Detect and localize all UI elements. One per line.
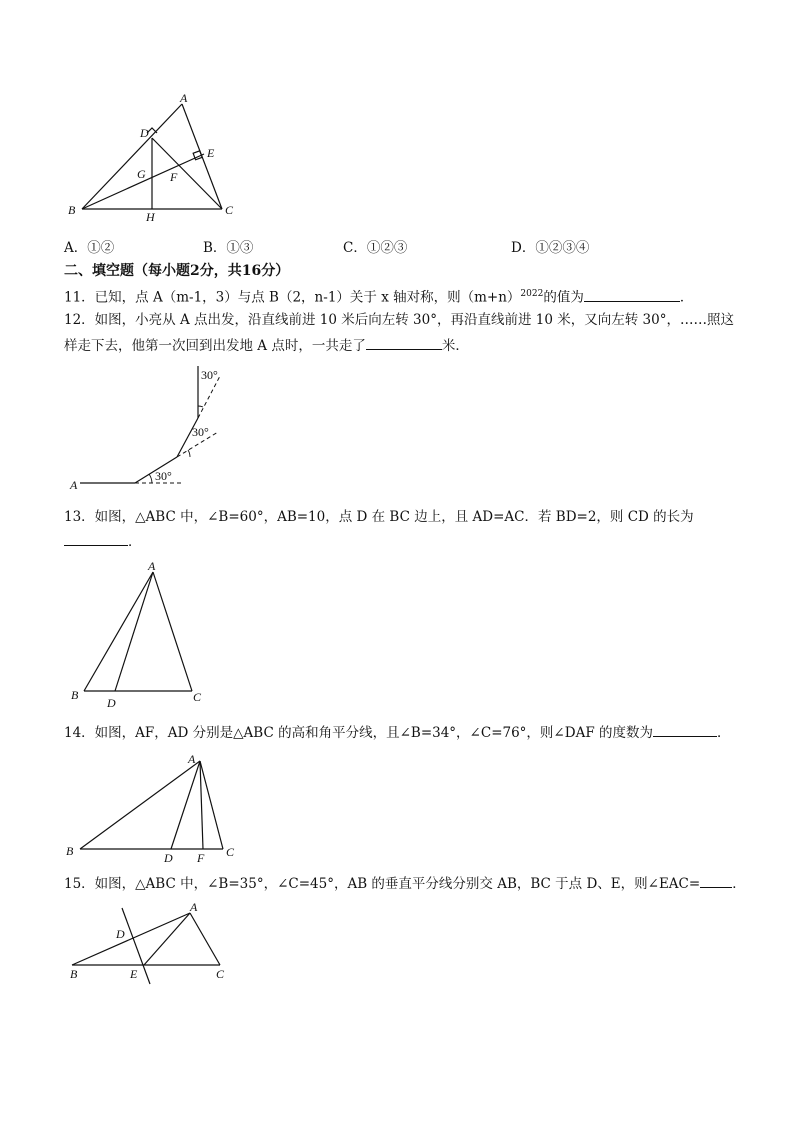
label-C: C xyxy=(225,203,234,217)
label-F: F xyxy=(170,170,178,184)
angle-label-3: 30° xyxy=(201,368,218,382)
label-F: F xyxy=(197,851,205,865)
figure-q13 xyxy=(60,558,220,713)
label-B: B xyxy=(71,688,79,702)
label-B: B xyxy=(70,967,78,981)
option-d: D．①②③④ xyxy=(511,240,590,256)
question-11: 11．已知，点 A（m-1，3）与点 B（2，n-1）关于 x 轴对称，则$(m+n)^{2022}$的值为 ． xyxy=(64,284,693,308)
option-c: C．①②③ xyxy=(343,240,408,256)
label-A: A xyxy=(190,900,198,914)
label-A: A xyxy=(180,91,188,105)
option-b: B．①③ xyxy=(203,240,254,256)
question-13-line2: ． xyxy=(64,531,142,552)
question-12-line2: 样走下去，他第一次回到出发地 A 点时，一共走了 米． xyxy=(64,335,469,356)
label-C: C xyxy=(216,967,225,981)
label-C: C xyxy=(193,690,202,704)
label-D: D xyxy=(140,126,149,140)
figure-q14 xyxy=(60,748,250,866)
label-A: A xyxy=(70,478,78,492)
label-E: E xyxy=(130,967,138,981)
label-B: B xyxy=(66,844,74,858)
label-B: B xyxy=(68,203,76,217)
label-G: G xyxy=(137,167,146,181)
figure-q10 xyxy=(60,90,250,225)
figure-q15 xyxy=(60,898,250,988)
question-13-line1: 13．如图，△ABC 中，∠B=60°，AB=10，点 D 在 BC 边上，且 AD=AC．若 BD=2，则 CD 的长为 xyxy=(64,509,694,525)
angle-label-1: 30° xyxy=(155,469,172,483)
label-E: E xyxy=(207,146,215,160)
figure-q12 xyxy=(60,360,260,495)
label-H: H xyxy=(146,210,155,224)
section-title: 二、填空题（每小题2分，共16分） xyxy=(64,263,290,279)
question-14: 14．如图，AF，AD 分别是△ABC 的高和角平分线，且∠B=34°，∠C=76°，则∠DAF 的度数为 ． xyxy=(64,722,730,743)
angle-label-2: 30° xyxy=(192,425,209,439)
label-A: A xyxy=(188,752,196,766)
label-C: C xyxy=(226,845,235,859)
label-D: D xyxy=(107,696,116,710)
question-12-line1: 12．如图，小亮从 A 点出发，沿直线前进 10 米后向左转 30°，再沿直线前进 10 米，又向左转 30°，……照这 xyxy=(64,312,734,328)
label-A: A xyxy=(148,559,156,573)
option-a: A．①② xyxy=(64,240,115,256)
question-15: 15．如图，△ABC 中，∠B=35°，∠C=45°，AB 的垂直平分线分别交 AB，BC 于点 D、E，则∠EAC= ． xyxy=(64,873,746,894)
label-D: D xyxy=(164,851,173,865)
label-D: D xyxy=(116,927,125,941)
